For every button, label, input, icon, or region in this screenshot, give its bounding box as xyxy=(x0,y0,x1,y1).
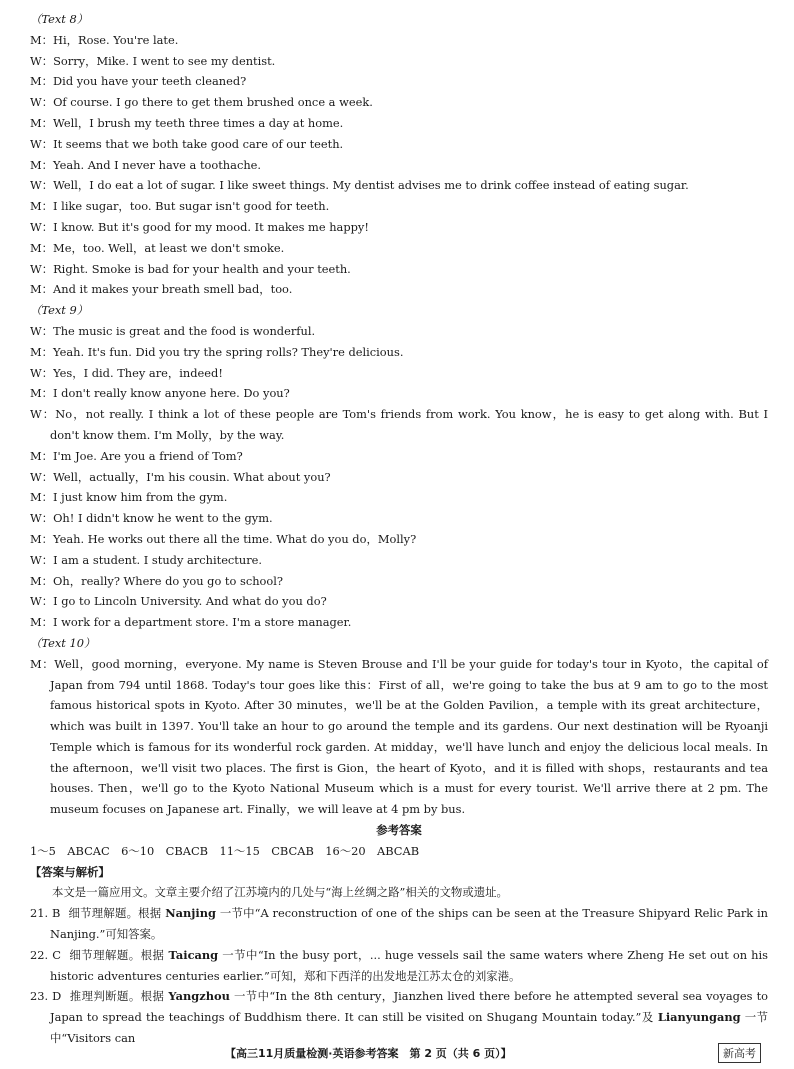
text10-label: （Text 10） xyxy=(30,635,96,650)
text8-line: M：I like sugar，too. But sugar isn't good for teeth. xyxy=(30,199,330,214)
analysis-items xyxy=(30,903,768,1049)
text8-line: M：Me，too. Well，at least we don't smoke. xyxy=(30,240,285,255)
answers-heading: 参考答案 xyxy=(376,823,422,838)
text9-line: W：Oh! I didn't know he went to the gym. xyxy=(30,511,273,526)
analysis-item xyxy=(30,986,768,1048)
text8-line: M：And it makes your breath smell bad，too. xyxy=(30,282,293,297)
item-number: 21. B xyxy=(30,906,61,921)
text8-line: W：Of course. I go there to get them brushed once a week. xyxy=(30,95,373,110)
text8-line: M：Hi，Rose. You're late. xyxy=(30,32,179,47)
text9-line: W：I go to Lincoln University. And what do you do? xyxy=(30,594,327,609)
item-keyword: Yangzhou xyxy=(168,989,230,1004)
text9-line: M：Oh，really? Where do you go to school? xyxy=(30,573,284,588)
item-text: 细节理解题。根据 xyxy=(68,947,169,962)
item-text: 一节中“In the 8th century，Jianzhen lived there before he attempted several sea voyages to Japan to spread the teachings of Buddhism there. It can still be visited on Shugang Mountain today.”及 xyxy=(50,989,769,1025)
item-text: 一节中“In the busy port，... huge vessels sail the same waters where Zheng He set out on his historic adventures centuries earlier.”可知，郑和下西洋的出发地是江苏太仓的刘家港。 xyxy=(50,947,769,983)
text8-line: M：Did you have your teeth cleaned? xyxy=(30,74,247,89)
text8-line: W：It seems that we both take good care of our teeth. xyxy=(30,136,344,151)
text9-line: M：I'm Joe. Are you a friend of Tom? xyxy=(30,448,243,463)
item-text: 一节中“A reconstruction of one of the ships can be seen at the Treasure Shipyard Relic Park in Nanjing.”可知答案。 xyxy=(50,906,769,942)
analysis-heading: 【答案与解析】 xyxy=(30,864,110,879)
answer-page xyxy=(30,9,768,1049)
footer-title: 【高三11月质量检测·英语参考答案 第 2 页（共 6 页）】 xyxy=(225,1047,512,1060)
text9-line: M：Yeah. It's fun. Did you try the spring rolls? They're delicious. xyxy=(30,344,404,359)
text10-monologue: M：Well，good morning，everyone. My name is Steven Brouse and I'll be your guide for today's tour in Kyoto，the capital of Japan from 794 until 1868. Today's tour goes like this：First of all，we're going to take the bus at 9 am to go to the most famous historical spots in Kyoto. After 30 minutes，we'll be at the Golden Pavilion，a temple with its great architecture，which was built in 1397. You'll take an hour to go around the temple and its gardens. Our next destination will be Ryoanji Temple which is famous for its wonderful rock garden. At midday，we'll have lunch and enjoy the delicious local meals. In the afternoon，we'll visit two places. The first is Gion，the heart of Kyoto，and it is filled with shops，restaurants and tea houses. Then，we'll go to the Kyoto National Museum which is a must for every tourist. We'll arrive there at 2 pm. The museum focuses on Japanese art. Finally，we will leave at 4 pm by bus. xyxy=(30,656,768,817)
text9-line: M：Yeah. He works out there all the time. What do you do，Molly? xyxy=(30,531,417,546)
analysis-item xyxy=(30,903,768,945)
text9-section xyxy=(30,300,768,633)
item-keyword: Nanjing xyxy=(165,906,217,921)
text9-line: W：Well，actually，I'm his cousin. What about you? xyxy=(30,469,331,484)
analysis-item xyxy=(30,945,768,987)
text9-line: M：I don't really know anyone here. Do you? xyxy=(30,386,290,401)
text8-label: （Text 8） xyxy=(30,12,89,26)
text8-line: W：Well，I do eat a lot of sugar. I like sweet things. My dentist advises me to drink coffee instead of eating sugar. xyxy=(30,178,689,193)
item-keyword: Lianyungang xyxy=(657,1010,741,1025)
item-number: 22. C xyxy=(30,947,61,962)
page-footer xyxy=(0,1043,794,1063)
text8-section xyxy=(30,9,768,300)
text9-line: W：The music is great and the food is wonderful. xyxy=(30,323,316,338)
text8-line: M：Well，I brush my teeth three times a day at home. xyxy=(30,115,344,130)
text8-line: W：Right. Smoke is bad for your health and your teeth. xyxy=(30,261,351,276)
answer-key: 1～5 ABCAC 6～10 CBACB 11～15 CBCAB 16～20 ABCAB xyxy=(30,843,420,858)
item-text: 一节中“Visitors can xyxy=(50,1010,768,1046)
text8-line: W：Sorry，Mike. I went to see my dentist. xyxy=(30,53,276,68)
text9-label: （Text 9） xyxy=(30,303,89,318)
item-text: 推理判断题。根据 xyxy=(69,989,169,1004)
text9-line: W：I am a student. I study architecture. xyxy=(30,552,263,567)
footer-tag: 新高考 xyxy=(718,1043,761,1063)
item-number: 23. D xyxy=(30,989,62,1004)
text9-dialogue xyxy=(30,321,768,633)
text9-line: M：I just know him from the gym. xyxy=(30,490,228,505)
text8-line: M：Yeah. And I never have a toothache. xyxy=(30,157,262,172)
text8-dialogue xyxy=(30,30,768,300)
item-text: 细节理解题。根据 xyxy=(68,906,166,921)
text9-line: W：No，not really. I think a lot of these people are Tom's friends from work. You know，he is easy to get along with. But I don't know them. I'm Molly，by the way. xyxy=(30,407,768,442)
text9-line: M：I work for a department store. I'm a store manager. xyxy=(30,615,352,630)
text9-line: W：Yes，I did. They are，indeed! xyxy=(30,365,223,380)
text10-section xyxy=(30,633,768,820)
text8-line: W：I know. But it's good for my mood. It makes me happy! xyxy=(30,219,369,234)
analysis-intro: 本文是一篇应用文。文章主要介绍了江苏境内的几处与“海上丝绸之路”相关的文物或遗址。 xyxy=(52,885,508,900)
item-keyword: Taicang xyxy=(168,947,219,962)
